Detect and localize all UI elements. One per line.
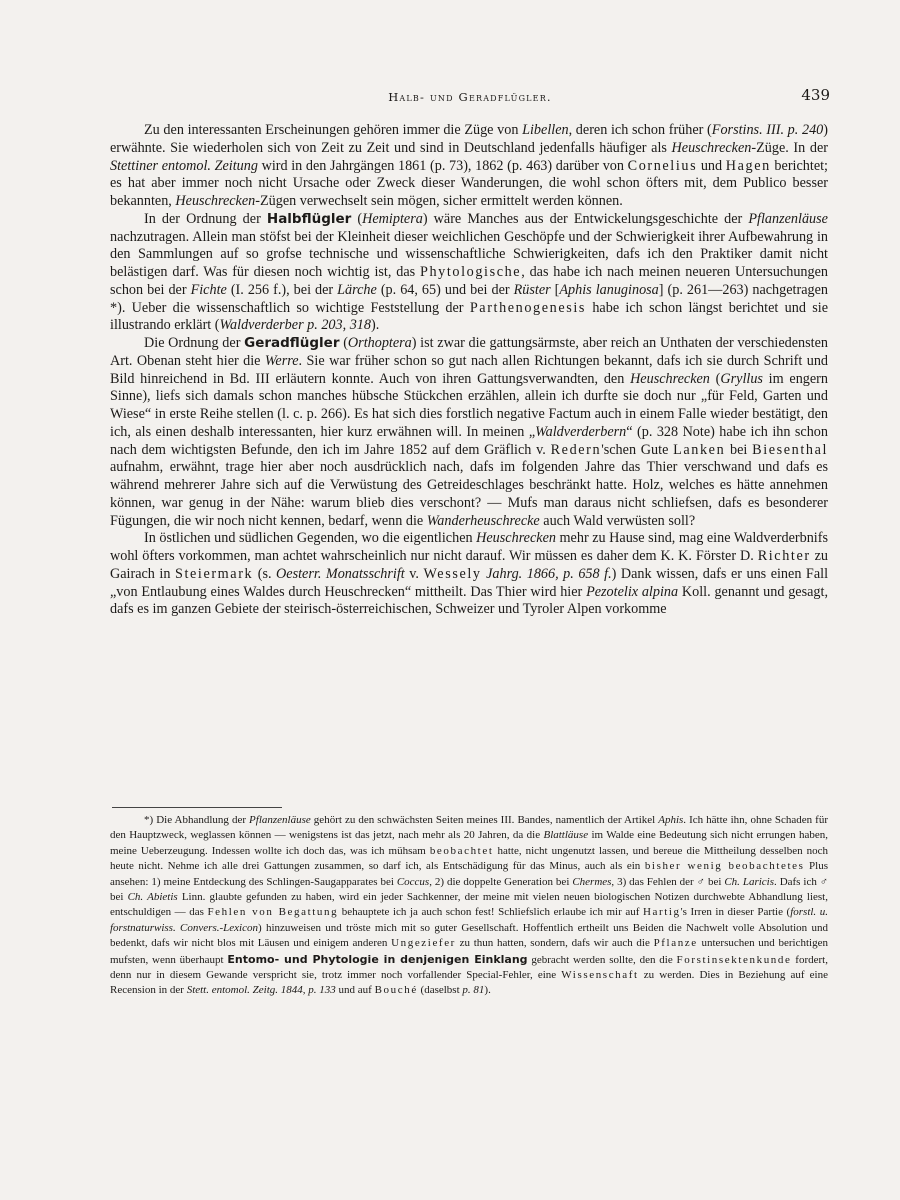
page-number: 439: [801, 86, 830, 104]
main-text: [110, 122, 828, 619]
page-header: [110, 86, 830, 108]
footnote-divider: [112, 807, 282, 808]
footnote: *) Die Abhandlung der Pflanzenläuse gehört zu den schwächsten Seiten meines III. Bandes, namentlich der Artikel Aphis. Ich hätte ihn, ohne Schaden für den Hauptzweck, weglassen können — wenigstens ist das jetzt, nach mehr als 20 Jahren, da die Blattläuse im Walde eine Bedeutung sich nicht errungen haben, meine Ueberzeugung. Indessen wollte ich doch das, was ich mühsam beobachtet hatte, nicht ungenutzt lassen, und bereue die Mittheilung desselben noch heute nicht. Nehme ich alle drei Gattungen zusammen, so darf ich, als Entschädigung für das Minus, auch als ein bisher wenig beobachtetes Plus ansehen: 1) meine Entdeckung des Schlingen-Saugapparates bei Coccus, 2) die doppelte Generation bei Chermes, 3) das Fehlen der ♂ bei Ch. Laricis. Dafs ich ♂ bei Ch. Abietis Linn. glaubte gefunden zu haben, wird ein jeder Sachkenner, der meine mit vielen neuen biologischen Notizen durchwebte Abhandlung liest, entschuldigen — das Fehlen von Begattung behauptete ich ja auch schon fest! Schliefslich erlaube ich mir auf Hartig's Irren in dieser Partie (forstl. u. forstnaturwiss. Convers.-Lexicon) hinzuweisen und tröste mich mit so guter Gesellschaft. Hoffentlich ertheilt uns Beiden die Nachwelt volle Absolution und bedenkt, dafs wir nicht blos mit Läusen und einigem anderen Ungeziefer zu thun hatten, sondern, dafs wir auch die Pflanze untersuchen und berichtigen mufsten, wenn überhaupt Entomo- und Phytologie in denjenigen Einklang gebracht werden sollte, den die Forstinsektenkunde fordert, denn nur in diesem Gewande verspricht sie, trotz immer noch vorfallender Special-Fehler, eine Wissenschaft zu werden. Dies in Beziehung auf eine Recension in der Stett. entomol. Zeitg. 1844, p. 133 und auf Bouché (daselbst p. 81).: [110, 814, 829, 997]
paragraph-halbfluegler: In der Ordnung der Halbflügler (Hemiptera) wäre Manches aus der Entwickelungsgeschichte der Pflanzenläuse nachzutragen. Allein man stöfst bei der Kleinheit dieser weichlichen Geschöpfe und der Schwierigkeit ihrer Aufbewahrung in den Sammlungen auf so grofse technische und wissenschaftliche Schwierigkeiten, dafs ich den Praktiker damit nicht belästigen darf. Was für diesen noch wichtig ist, das Phytologische, das habe ich nach meinen neueren Untersuchungen schon bei der Fichte (I. 256 f.), bei der Lärche (p. 64, 65) und bei der Rüster [Aphis lanuginosa] (p. 261—263) nachgetragen *). Ueber die wissenschaftlich so wichtige Feststellung der Parthenogenesis habe ich schon längst berichtet und sie illustrando erklärt (Waldverderber p. 203, 318).: [110, 210, 828, 334]
paragraph-libellen: Zu den interessanten Erscheinungen gehören immer die Züge von Libellen, deren ich schon früher (Forstins. III. p. 240) erwähnte. Sie wiederholen sich von Zeit zu Zeit und sind in Deutschland jedenfalls häufiger als Heuschrecken-Züge. In der Stettiner entomol. Zeitung wird in den Jahrgängen 1861 (p. 73), 1862 (p. 463) darüber von Cornelius und Hagen berichtet; es hat aber immer noch nicht Ursache oder Zweck dieser Wanderungen, die wohl schon öfters mit, dem Publico besser bekannten, Heuschrecken-Zügen verwechselt sein mögen, sicher ermittelt werden können.: [110, 122, 829, 209]
paragraph-oestliche-gegenden: In östlichen und südlichen Gegenden, wo die eigentlichen Heuschrecken mehr zu Hause sind, mag eine Waldverderbnifs wohl öfters vorkommen, man achtet wahrscheinlich nur nicht darauf. Wir müssen es daher dem K. K. Förster D. Richter zu Gairach in Steiermark (s. Oesterr. Monatsschrift v. Wessely Jahrg. 1866, p. 658 f.) Dank wissen, dafs er uns einen Fall „von Entlaubung eines Waldes durch Heuschrecken“ mittheilt. Das Thier wird hier Pezotelix alpina Koll. genannt und gesagt, dafs es im ganzen Gebiete der steirisch-österreichischen, Schweizer und Tyroler Alpen vorkomme: [110, 530, 829, 618]
running-title: Halb- und Geradflügler.: [388, 90, 552, 104]
paragraph-geradfluegler: Die Ordnung der Geradflügler (Orthoptera) ist zwar die gattungsärmste, aber reich an Unthaten der verschiedensten Art. Obenan steht hier die Werre. Sie war früher schon so gut nach allen Richtungen bekannt, dafs ich sie durch Schrift und Bild hinreichend in Bd. III erläutern konnte. Auch von ihren Gattungsverwandten, den Heuschrecken (Gryllus im engern Sinne), liefs sich damals schon manches hübsche Stückchen erzählen, allein ich durfte sie doch nur „für Feld, Garten und Wiese“ in erste Reihe stellen (l. c. p. 266). Es hat sich dies forstlich negative Factum auch in einem Falle wieder bestätigt, den ich, als einen deshalb interessanten, hier kurz erwähnen will. In meinen „Waldverderbern“ (p. 328 Note) habe ich ihn schon nach dem wichtigsten Befunde, den ich im Jahre 1852 auf dem Gräflich v. Redern'schen Gute Lanken bei Biesenthal aufnahm, erwähnt, trage hier aber noch ausdrücklich nach, dafs im folgenden Jahre das Thier verschwand und dafs es während mehrerer Jahre sich auf die Verwüstung des Getreideschlages beschränkt hatte. Holz, welches es hätte annehmen können, war genug in der Nähe: warum blieb dies verschont? — Mufs man daraus nicht schliefsen, dafs es besonderer Fügungen, die wir noch nicht kennen, bedarf, wenn die Wanderheuschrecke auch Wald verwüsten soll?: [110, 335, 829, 529]
